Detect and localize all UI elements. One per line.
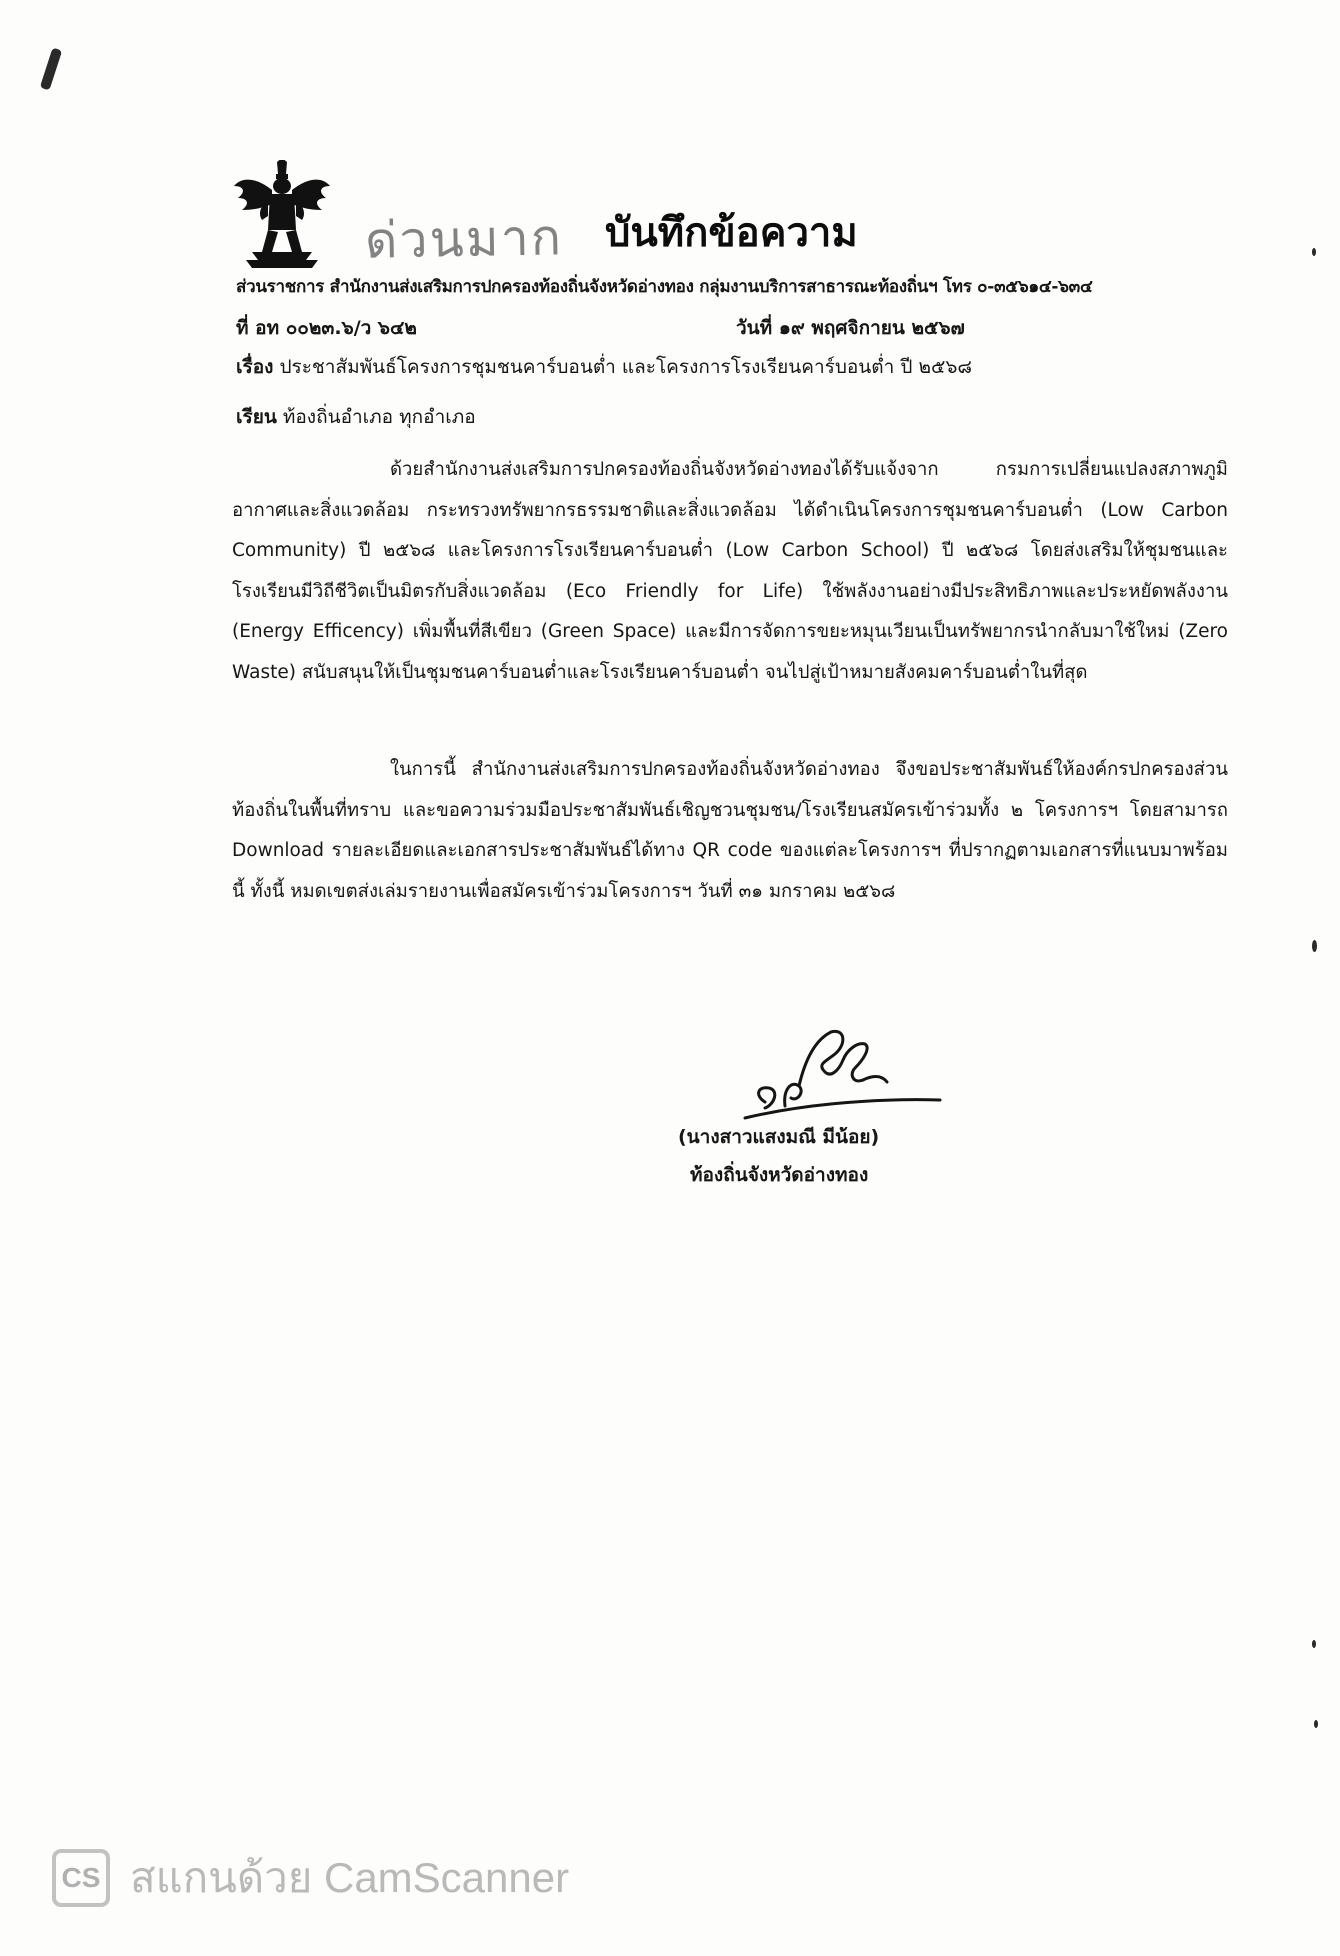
camscanner-watermark xyxy=(52,1848,569,1908)
date-value: ๑๙ พฤศจิกายน ๒๕๖๗ xyxy=(778,317,965,339)
scan-mark xyxy=(1314,1720,1318,1728)
subject-line xyxy=(236,352,1226,382)
body-paragraph-1 xyxy=(232,450,1228,693)
agency-label: ส่วนราชการ xyxy=(236,277,325,297)
scan-mark xyxy=(1312,940,1317,952)
salutation-line xyxy=(236,402,1226,432)
garuda-emblem-icon xyxy=(232,160,332,270)
document-title: บันทึกข้อความ xyxy=(605,210,858,256)
ref-label: ที่ xyxy=(236,317,249,339)
handwritten-signature xyxy=(735,1020,945,1130)
reference-line xyxy=(236,313,1226,343)
scan-mark xyxy=(1312,248,1316,256)
salutation-label: เรียน xyxy=(236,406,277,428)
signatory-name: (นางสาวแสงมณี มีน้อย) xyxy=(678,1126,880,1148)
date-label: วันที่ xyxy=(736,317,773,339)
date-block xyxy=(736,313,965,343)
camscanner-text: สแกนด้วย CamScanner xyxy=(130,1854,570,1901)
body-paragraph-2 xyxy=(232,750,1228,912)
paragraph-2-text: ในการนี้ สำนักงานส่งเสริมการปกครองท้องถิ่นจังหวัดอ่างทอง จึงขอประชาสัมพันธ์ให้องค์กรปกครองส่วนท้องถิ่นในพื้นที่ทราบ และขอความร่วมมือประชาสัมพันธ์เชิญชวนชุมชน/โรงเรียนสมัครเข้าร่วมทั้ง ๒ โครงการฯ โดยสามารถ Download รายละเอียดและเอกสารประชาสัมพันธ์ได้ทาง QR code ของแต่ละโครงการฯ ที่ปรากฏตามเอกสารที่แนบมาพร้อมนี้ ทั้งนี้ หมดเขตส่งเล่มรายงานเพื่อสมัครเข้าร่วมโครงการฯ วันที่ ๓๑ มกราคม ๒๕๖๘ xyxy=(232,759,1228,902)
paragraph-1-text: ด้วยสำนักงานส่งเสริมการปกครองท้องถิ่นจังหวัดอ่างทองได้รับแจ้งจาก กรมการเปลี่ยนแปลงสภาพภูมิอากาศและสิ่งแวดล้อม กระทรวงทรัพยากรธรรมชาติและสิ่งแวดล้อม ได้ดำเนินโครงการชุมชนคาร์บอนต่ำ (Low Carbon Community) ปี ๒๕๖๘ และโครงการโรงเรียนคาร์บอนต่ำ (Low Carbon School) ปี ๒๕๖๘ โดยส่งเสริมให้ชุมชนและโรงเรียนมีวิถีชีวิตเป็นมิตรกับสิ่งแวดล้อม (Eco Friendly for Life) ใช้พลังงานอย่างมีประสิทธิภาพและประหยัดพลังงาน (Energy Efficency) เพิ่มพื้นที่สีเขียว (Green Space) และมีการจัดการขยะหมุนเวียนเป็นทรัพยากรนำกลับมาใช้ใหม่ (Zero Waste) สนับสนุนให้เป็นชุมชนคาร์บอนต่ำและโรงเรียนคาร์บอนต่ำ จนไปสู่เป้าหมายสังคมคาร์บอนต่ำในที่สุด xyxy=(232,459,1228,683)
agency-line xyxy=(236,273,1226,300)
signatory-position: ท้องถิ่นจังหวัดอ่างทอง xyxy=(690,1164,869,1186)
scan-mark xyxy=(40,47,62,90)
camscanner-logo-icon: CS xyxy=(52,1849,110,1907)
scan-mark xyxy=(1312,1640,1316,1648)
urgent-stamp: ด่วนมาก xyxy=(364,208,564,270)
subject-label: เรื่อง xyxy=(236,356,274,378)
ref-value: อท ๐๐๒๓.๖/ว ๖๔๒ xyxy=(255,317,417,339)
salutation-value: ท้องถิ่นอำเภอ ทุกอำเภอ xyxy=(282,406,476,428)
agency-value: สำนักงานส่งเสริมการปกครองท้องถิ่นจังหวัดอ่างทอง กลุ่มงานบริการสาธารณะท้องถิ่นฯ โทร ๐-๓๕๖๑๔-๖๓๔ xyxy=(329,277,1093,297)
subject-value: ประชาสัมพันธ์โครงการชุมชนคาร์บอนต่ำ และโครงการโรงเรียนคาร์บอนต่ำ ปี ๒๕๖๘ xyxy=(279,356,973,378)
